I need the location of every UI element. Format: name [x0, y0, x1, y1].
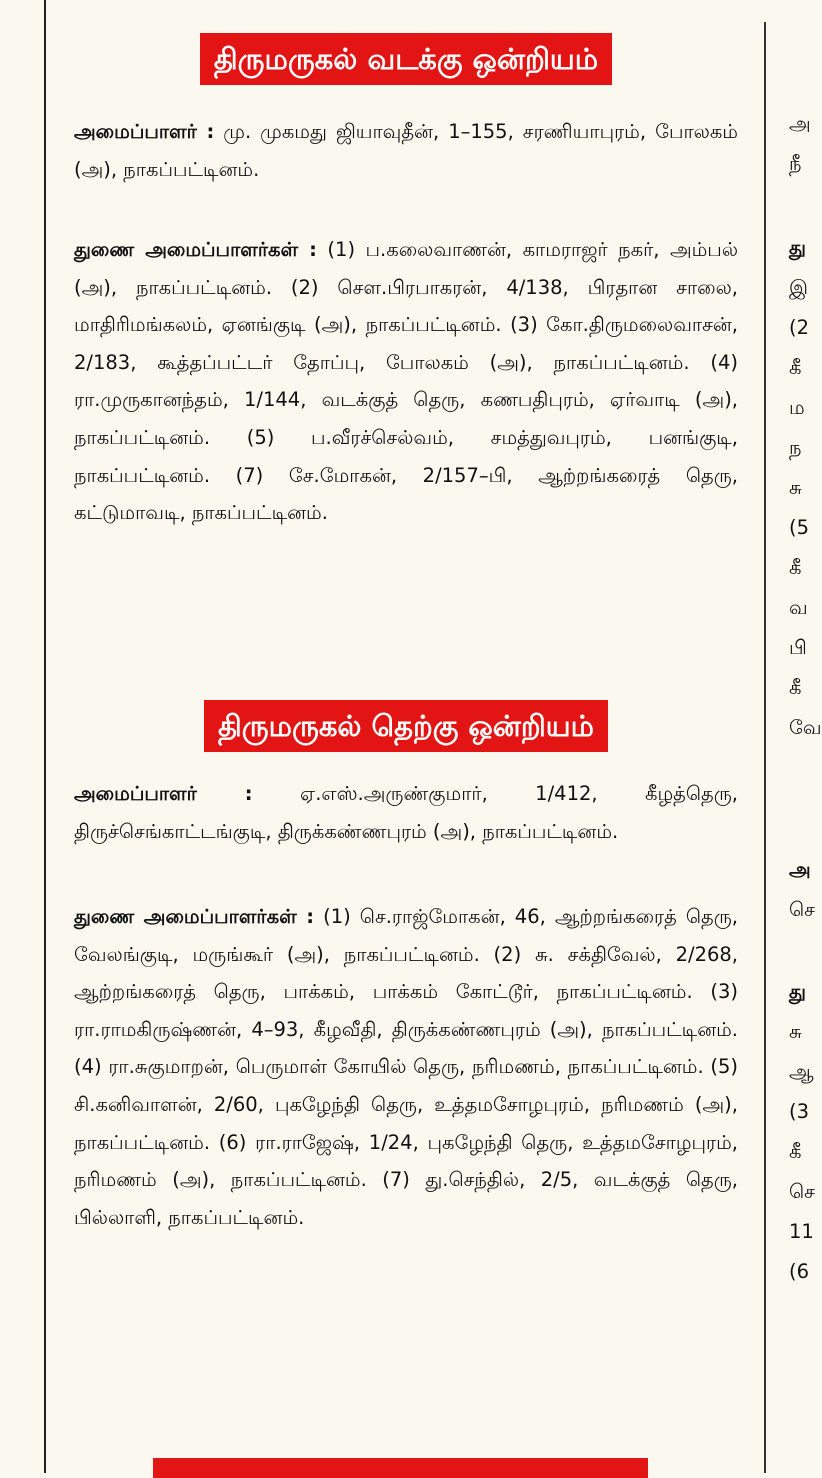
right-fragment: அ — [789, 858, 811, 881]
right-fragment: கீ — [789, 356, 802, 379]
section2-deputies — [74, 898, 738, 1236]
right-fragment: (6 — [789, 1260, 810, 1283]
section1-heading-wrap — [74, 33, 738, 85]
section2-heading-wrap — [74, 700, 738, 752]
section1-organizer-label: அமைப்பாளர் : — [74, 120, 215, 143]
section2-organizer-text: ஏ.எஸ்.அருண்குமார், 1/412, கீழத்தெரு, திருச்செங்காட்டங்குடி, திருக்கண்ணபுரம் (அ), நாகப்பட்டினம். — [74, 782, 738, 843]
right-fragment: து — [789, 236, 806, 259]
section2-organizer — [74, 775, 738, 850]
right-fragment: ந — [789, 436, 802, 459]
section1-deputies-text: (1) ப.கலைவாணன், காமராஜர் நகர், அம்பல் (அ), நாகப்பட்டினம். (2) சௌ.பிரபாகரன், 4/138, பிரதான சாலை, மாதிரிமங்கலம், ஏனங்குடி (அ), நாகப்பட்டினம். (3) கோ.திருமலைவாசன், 2/183, கூத்தப்பட்டர் தோப்பு, போலகம் (அ), நாகப்பட்டினம். (4) ரா.முருகானந்தம், 1/144, வடக்குத் தெரு, கணபதிபுரம், ஏர்வாடி (அ), நாகப்பட்டினம். (5) ப.வீரச்செல்வம், சமத்துவபுரம், பனங்குடி, நாகப்பட்டினம். (7) சே.மோகன், 2/157–பி, ஆற்றங்கரைத் தெரு, கட்டுமாவடி, நாகப்பட்டினம். — [74, 238, 738, 525]
right-column-rule — [764, 22, 766, 1473]
section1-heading: திருமருகல் வடக்கு ஒன்றியம் — [200, 33, 612, 85]
right-fragment: பி — [789, 636, 807, 659]
right-fragment: நீ — [789, 152, 802, 175]
right-fragment: அ — [789, 112, 811, 135]
next-section-heading-bar — [153, 1458, 648, 1478]
section2-organizer-label: அமைப்பாளர் : — [74, 782, 253, 805]
right-fragment: செ — [789, 1180, 815, 1203]
right-fragment: சு — [789, 1020, 802, 1043]
section1-deputies-label: துணை அமைப்பாளர்கள் : — [74, 238, 317, 261]
right-fragment: (2 — [789, 316, 810, 339]
right-fragment: 11 — [789, 1220, 814, 1243]
right-fragment: ஆ — [789, 1060, 814, 1083]
right-fragment: கீ — [789, 676, 802, 699]
right-fragment: (3 — [789, 1100, 810, 1123]
right-fragment: செ — [789, 898, 815, 921]
right-fragment: வே — [789, 716, 822, 739]
left-column-rule — [44, 0, 46, 1473]
right-fragment: ம — [789, 396, 805, 419]
right-fragment: (5 — [789, 516, 810, 539]
right-fragment: கீ — [789, 556, 802, 579]
right-fragment: கீ — [789, 1140, 802, 1163]
section2-deputies-label: துணை அமைப்பாளர்கள் : — [74, 905, 315, 928]
section1-organizer — [74, 113, 738, 188]
section1-deputies — [74, 231, 738, 532]
section1-organizer-text: மு. முகமது ஜியாவுதீன், 1–155, சரணியாபுரம், போலகம் (அ), நாகப்பட்டினம். — [74, 120, 738, 181]
right-fragment: து — [789, 980, 806, 1003]
right-fragment: இ — [789, 276, 808, 299]
section2-heading: திருமருகல் தெற்கு ஒன்றியம் — [204, 700, 608, 752]
right-fragment: வ — [789, 596, 808, 619]
right-fragment: சு — [789, 476, 802, 499]
section2-deputies-text: (1) செ.ராஜ்மோகன், 46, ஆற்றங்கரைத் தெரு, வேலங்குடி, மருங்கூர் (அ), நாகப்பட்டினம். (2) சு. சக்திவேல், 2/268, ஆற்றங்கரைத் தெரு, பாக்கம், பாக்கம் கோட்டூர், நாகப்பட்டினம். (3) ரா.ராமகிருஷ்ணன், 4–93, கீழவீதி, திருக்கண்ணபுரம் (அ), நாகப்பட்டினம். (4) ரா.சுகுமாறன், பெருமாள் கோயில் தெரு, நரிமணம், நாகப்பட்டினம். (5) சி.கனிவாளன், 2/60, புகழேந்தி தெரு, உத்தமசோழபுரம், நரிமணம் (அ), நாகப்பட்டினம். (6) ரா.ராஜேஷ், 1/24, புகழேந்தி தெரு, உத்தமசோழபுரம், நரிமணம் (அ), நாகப்பட்டினம். (7) து.செந்தில், 2/5, வடக்குத் தெரு, பில்லாளி, நாகப்பட்டினம். — [74, 905, 738, 1229]
